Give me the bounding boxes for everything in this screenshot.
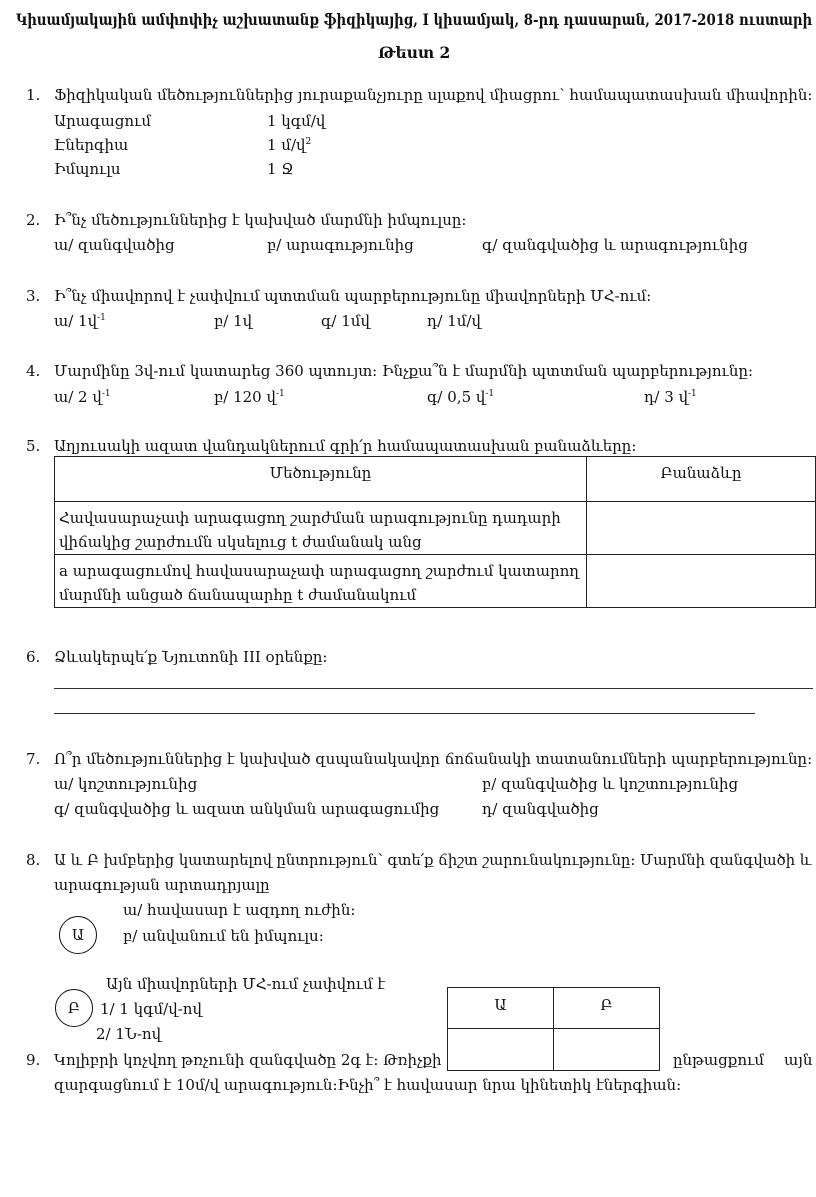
answer-grid xyxy=(447,987,660,1071)
question-text: Մարմինը 3վ-ում կատարեց 360 պտույտ: Ինչքա՞ն է մարմնի պտտման պարբերությունը: xyxy=(54,362,754,380)
answer-grid-header: Ա xyxy=(448,988,554,1029)
quantity-name: Էներգիա xyxy=(54,136,129,154)
unit-label: 1 մ/վ$^2$ xyxy=(267,136,312,154)
table-row xyxy=(55,502,816,555)
unit-label: 1 կգմ/վ xyxy=(267,112,326,130)
answer-grid-cell[interactable] xyxy=(554,1029,660,1071)
answer-option[interactable]: 2/ 1Ն-ով xyxy=(96,1025,162,1043)
answer-option[interactable]: դ/ զանգվածից xyxy=(482,800,599,818)
question-number: 6. xyxy=(26,648,41,666)
answer-line[interactable] xyxy=(54,688,813,689)
question-text: այն xyxy=(784,1051,813,1069)
question-text: Ֆիզիկական մեծություններից յուրաքանչյուրը սլաքով միացրու՝ համապատասխան միավորին: xyxy=(54,86,813,104)
question-text: Աղյուսակի ազատ վանդակներում գրի՛ր համապատասխան բանաձևերը: xyxy=(54,437,637,455)
question-text: Ձևակերպե՛ք Նյուտոնի III օրենքը: xyxy=(54,648,328,666)
answer-option[interactable]: գ/ 0,5 վ$^{-1}$ xyxy=(427,388,495,406)
question-number: 5. xyxy=(26,437,41,455)
answer-option[interactable]: ա/ 1վ$^{-1}$ xyxy=(54,312,106,330)
answer-option[interactable]: ա/ զանգվածից xyxy=(54,236,175,254)
question-text: արագության արտադրյալը xyxy=(54,876,270,894)
quantity-cell: a արագացումով հավասարաչափ արագացող շարժում կատարող մարմնի անցած ճանապարհը t ժամանակում xyxy=(55,555,587,608)
group-b-intro: Այն միավորների ՄՀ-ում չափվում է xyxy=(106,975,386,993)
question-number: 1. xyxy=(26,86,41,104)
formula-input-cell[interactable] xyxy=(587,555,816,608)
quantity-cell: Հավասարաչափ արագացող շարժման արագությունը դադարի վիճակից շարժումն սկսելուց t ժամանակ անց xyxy=(55,502,587,555)
answer-grid-header: Բ xyxy=(554,988,660,1029)
group-a-circle: Ա xyxy=(59,916,97,954)
table-header: Մեծությունը xyxy=(55,457,587,502)
question-text: Կոլիբրի կոչվող թռչունի զանգվածը 2գ է: Թռիչքի xyxy=(54,1051,442,1069)
group-b-circle: Բ xyxy=(55,989,93,1027)
table-header: Բանաձևը xyxy=(587,457,816,502)
table-row xyxy=(55,555,816,608)
question-text: Ո՞ր մեծություններից է կախված զսպանակավոր ճոճանակի տատանումների պարբերությունը: xyxy=(54,750,813,768)
answer-option[interactable]: բ/ զանգվածից և կոշտությունից xyxy=(482,775,739,793)
answer-option[interactable]: բ/ 1վ xyxy=(214,312,253,330)
answer-option[interactable]: ա/ հավասար է ազդող ուժին: xyxy=(123,901,356,919)
question-number: 9. xyxy=(26,1051,41,1069)
question-text: զարգացնում է 10մ/վ արագություն:Ինչի՞ է հավասար նրա կինետիկ էներգիան: xyxy=(54,1076,682,1094)
question-text: Ի՞նչ մեծություններից է կախված մարմնի իմպուլսը: xyxy=(54,211,467,229)
answer-option[interactable]: ա/ 2 վ$^{-1}$ xyxy=(54,388,111,406)
answer-option[interactable]: գ/ 1մվ xyxy=(321,312,370,330)
quantity-name: Արագացում xyxy=(54,112,151,130)
question-number: 2. xyxy=(26,211,41,229)
answer-option[interactable]: գ/ զանգվածից և արագությունից xyxy=(482,236,748,254)
answer-option[interactable]: դ/ 1մ/վ xyxy=(427,312,481,330)
document-title: Կիսամյակային ամփոփիչ աշխատանք ֆիզիկայից, I կիսամյակ, 8-րդ դասարան, 2017-2018 ուստարի xyxy=(16,10,813,29)
test-variant: Թեստ 2 xyxy=(378,43,451,62)
question-number: 4. xyxy=(26,362,41,380)
answer-option[interactable]: բ/ արագությունից xyxy=(267,236,414,254)
unit-label: 1 Ջ xyxy=(267,160,294,178)
answer-option[interactable]: բ/ անվանում են իմպուլս: xyxy=(123,927,324,945)
question-number: 8. xyxy=(26,851,41,869)
answer-option[interactable]: գ/ զանգվածից և ազատ անկման արագացումից xyxy=(54,800,440,818)
question-number: 7. xyxy=(26,750,41,768)
question-text: Ի՞նչ միավորով է չափվում պտտման պարբերությունը միավորների ՄՀ-ում: xyxy=(54,287,652,305)
answer-option[interactable]: բ/ 120 վ$^{-1}$ xyxy=(214,388,285,406)
question-text: ընթացքում xyxy=(673,1051,764,1069)
question-text: Ա և Բ խմբերից կատարելով ընտրություն՝ գտե՛ք ճիշտ շարունակությունը: Մարմնի զանգվածի և xyxy=(54,851,812,869)
quantity-name: Իմպուլս xyxy=(54,160,121,178)
answer-option[interactable]: ա/ կոշտությունից xyxy=(54,775,198,793)
answer-option[interactable]: 1/ 1 կգմ/վ-ով xyxy=(100,1000,202,1018)
question-number: 3. xyxy=(26,287,41,305)
answer-grid-cell[interactable] xyxy=(448,1029,554,1071)
formula-input-cell[interactable] xyxy=(587,502,816,555)
formula-table xyxy=(54,456,816,608)
answer-line[interactable] xyxy=(54,713,755,714)
answer-option[interactable]: դ/ 3 վ$^{-1}$ xyxy=(644,388,697,406)
